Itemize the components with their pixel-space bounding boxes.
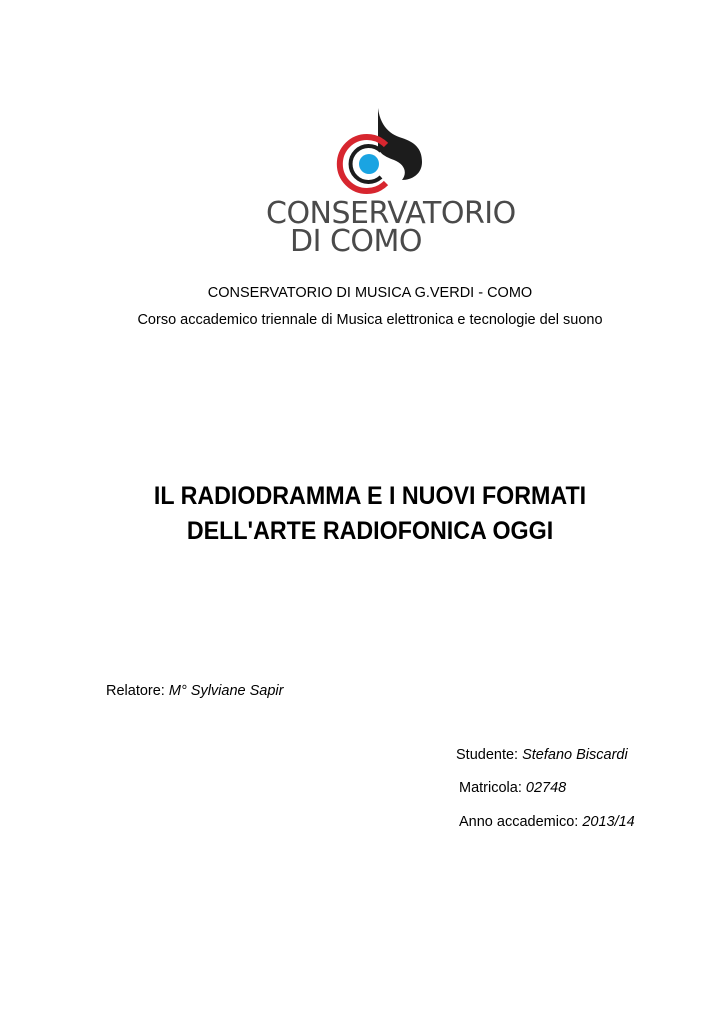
anno-value: 2013/14 xyxy=(582,814,635,830)
matricola-label: Matricola: xyxy=(459,780,522,796)
relatore-value: M° Sylviane Sapir xyxy=(168,683,284,699)
studente-row xyxy=(456,747,628,763)
institution-name: CONSERVATORIO DI MUSICA G.VERDI - COMO xyxy=(207,285,533,301)
anno-accademico-row xyxy=(459,814,635,830)
studente-label: Studente: xyxy=(456,747,519,763)
logo-blue-circle xyxy=(359,154,379,174)
studente-value: Stefano Biscardi xyxy=(522,747,628,763)
anno-label: Anno accademico: xyxy=(459,814,579,830)
thesis-title-line-1: IL RADIODRAMMA E I NUOVI FORMATI xyxy=(153,482,587,510)
matricola-value: 02748 xyxy=(525,780,567,796)
thesis-title-line-2: DELL'ARTE RADIOFONICA OGGI xyxy=(186,517,554,545)
relatore-row xyxy=(106,683,283,699)
logo-text-di-como: DI COMO xyxy=(290,224,423,259)
logo-text-conservatorio: CONSERVATORIO xyxy=(266,196,516,231)
course-name: Corso accademico triennale di Musica elettronica e tecnologie del suono xyxy=(137,312,603,328)
matricola-row xyxy=(459,780,566,796)
relatore-label: Relatore: xyxy=(106,683,165,699)
